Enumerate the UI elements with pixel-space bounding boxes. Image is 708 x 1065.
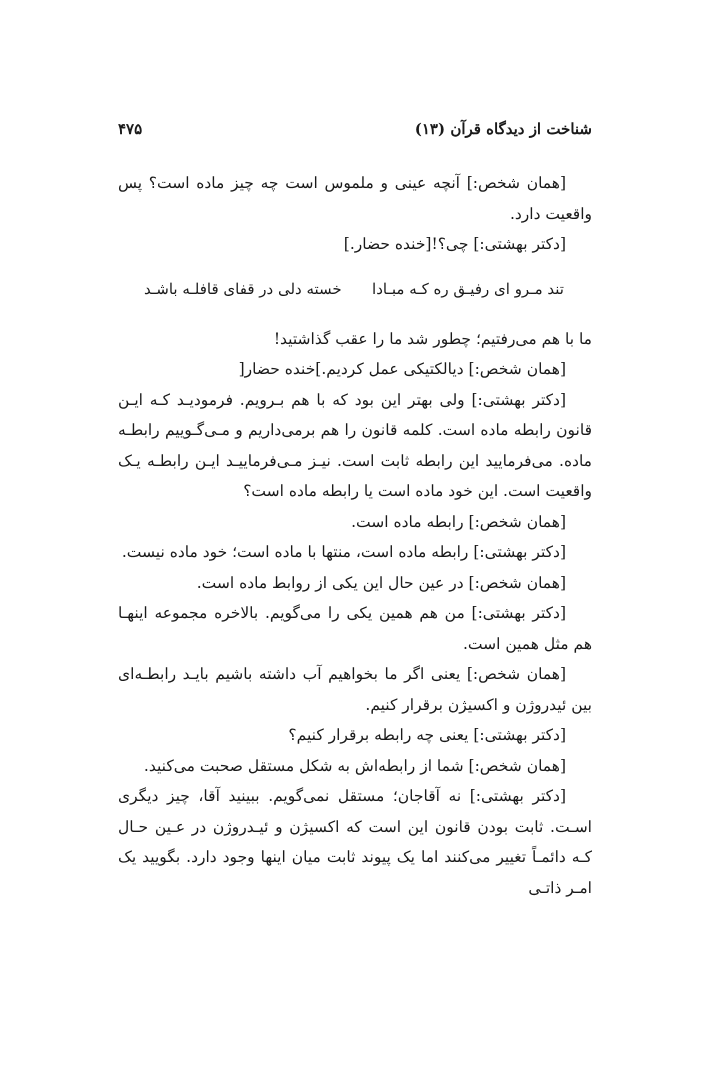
page-body [118,168,592,903]
paragraph: [همان شخص:] رابطه ماده است. [351,512,566,531]
running-header [118,120,592,142]
paragraph: ما با هم می‌رفتیم؛ چطور شد ما را عقب گذاشتید! [273,329,592,348]
verse-right-hemistich: تند مـرو ای رفیـق ره کـه مبـادا [372,279,564,298]
page-number: ۴۷۵ [118,120,143,138]
paragraph: [همان شخص:] در عین حال این یکی از روابط ماده است. [196,573,566,592]
paragraph: [دکتر بهشتی:] نه آقاجان؛ مستقل نمی‌گویم. ببینید آقا، چیز دیگری اسـت. ثابت بودن قانون این است که اکسیژن و ئیـدروژن در عـین حـال کـه دائمـاً تغییر می‌کنند اما یک پیوند ثابت میان اینها وجود دارد. بگویید یک امـر ذاتـی [118,787,592,897]
paragraph: [همان شخص:] یعنی اگر ما بخواهیم آب داشته باشیم بایـد رابطـه‌ای بین ئیدروژن و اکسیژن برقرار کنیم. [118,665,592,714]
verse-left-hemistich: خسته دلی در قفای قافلـه باشـد [144,279,342,298]
paragraph: [دکتر بهشتی:] ولی بهتر این بود که با هم بـرویم. فرمودیـد کـه ایـن قانون رابطه ماده است. کلمه قانون را هم برمی‌داریم و مـی‌گـوییم رابطـه ماده. می‌فرمایید این رابطه ثابت است. نیـز مـی‌فرماییـد ایـن رابطـه یـک واقعیت است. این خود ماده است یا رابطه ماده است؟ [118,390,592,500]
poem-verse [118,274,592,304]
paragraph: [دکتر بهشتی:] من هم همین یکی را می‌گویم. بالاخره مجموعه اینهـا هم مثل همین است. [118,604,592,653]
paragraph: [دکتر بهشتی:] یعنی چه رابطه برقرار کنیم؟ [288,726,566,744]
paragraph: [همان شخص:] آنچه عینی و ملموس است چه چیز ماده است؟ پس واقعیت دارد. [118,174,592,223]
paragraph: [همان شخص:] شما از رابطه‌اش به شکل مستقل صحبت می‌کنید. [143,756,566,775]
paragraph: [دکتر بهشتی:] چی؟![خنده حضار.] [343,235,566,253]
paragraph: [دکتر بهشتی:] رابطه ماده است، منتها با ماده است؛ خود ماده نیست. [121,543,566,561]
paragraph: [همان شخص:] دیالکتیکی عمل کردیم.]خنده حضار[ [238,360,566,378]
running-header-title: شناخت از دیدگاه قرآن (۱۳) [414,120,592,138]
